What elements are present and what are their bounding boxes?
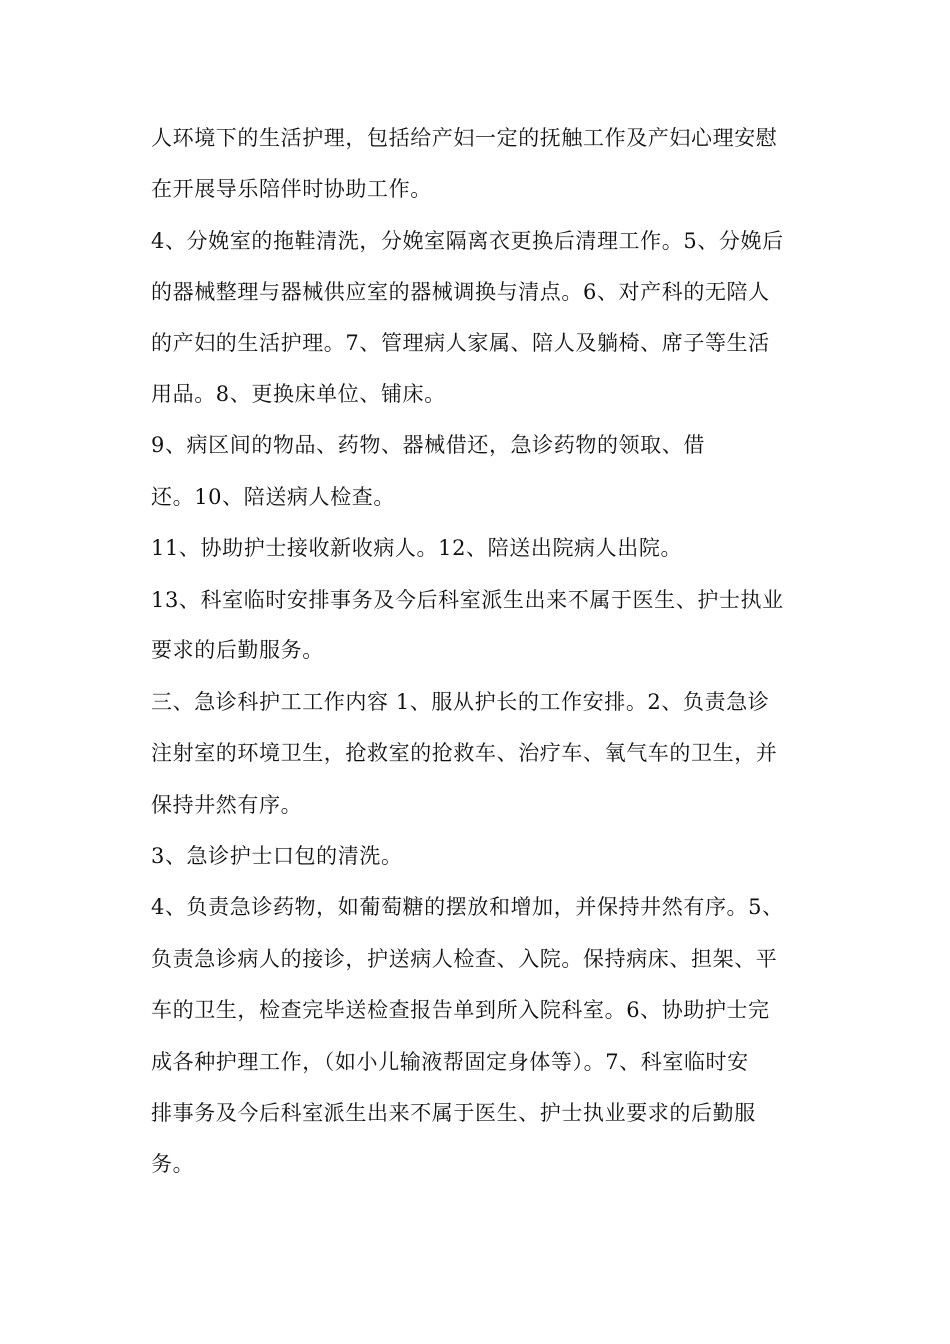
- text-line: 排事务及今后科室派生出来不属于医生、护士执业要求的后勤服: [151, 1101, 756, 1125]
- text-line: 4、负责急诊药物，如葡萄糖的摆放和增加，并保持井然有序。5、: [151, 895, 784, 919]
- text-line: 负责急诊病人的接诊，护送病人检查、入院。保持病床、担架、平: [151, 947, 778, 971]
- text-line: 3、急诊护士口包的清洗。: [151, 844, 403, 868]
- text-line: 的产妇的生活护理。7、管理病人家属、陪人及躺椅、席子等生活: [151, 331, 770, 355]
- text-line: 车的卫生，检查完毕送检查报告单到所入院科室。6、协助护士完: [151, 998, 770, 1022]
- text-line: 还。10、陪送病人检查。: [151, 485, 395, 509]
- text-line: 的器械整理与器械供应室的器械调换与清点。6、对产科的无陪人: [151, 280, 770, 304]
- text-line: 13、科室临时安排事务及今后科室派生出来不属于医生、护士执业: [151, 588, 784, 612]
- text-line: 人环境下的生活护理，包括给产妇一定的抚触工作及产妇心理安慰: [151, 126, 778, 150]
- text-line: 三、急诊科护工工作内容 1、服从护长的工作安排。2、负责急诊: [151, 690, 770, 714]
- text-line: 11、协助护士接收新收病人。12、陪送出院病人出院。: [151, 536, 683, 560]
- text-line: 注射室的环境卫生，抢救室的抢救车、治疗车、氧气车的卫生，并: [151, 741, 778, 765]
- text-line: 要求的后勤服务。: [151, 638, 324, 662]
- text-line: 4、分娩室的拖鞋清洗，分娩室隔离衣更换后清理工作。5、分娩后: [151, 229, 784, 253]
- text-line: 务。: [151, 1152, 195, 1176]
- text-line: 成各种护理工作，（如小儿输液帮固定身体等）。7、科室临时安: [151, 1050, 749, 1074]
- text-line: 用品。8、更换床单位、铺床。: [151, 382, 446, 406]
- text-line: 9、病区间的物品、药物、器械借还，急诊药物的领取、借: [151, 433, 705, 457]
- text-line: 保持井然有序。: [151, 793, 303, 817]
- text-line: 在开展导乐陪伴时协助工作。: [151, 177, 432, 201]
